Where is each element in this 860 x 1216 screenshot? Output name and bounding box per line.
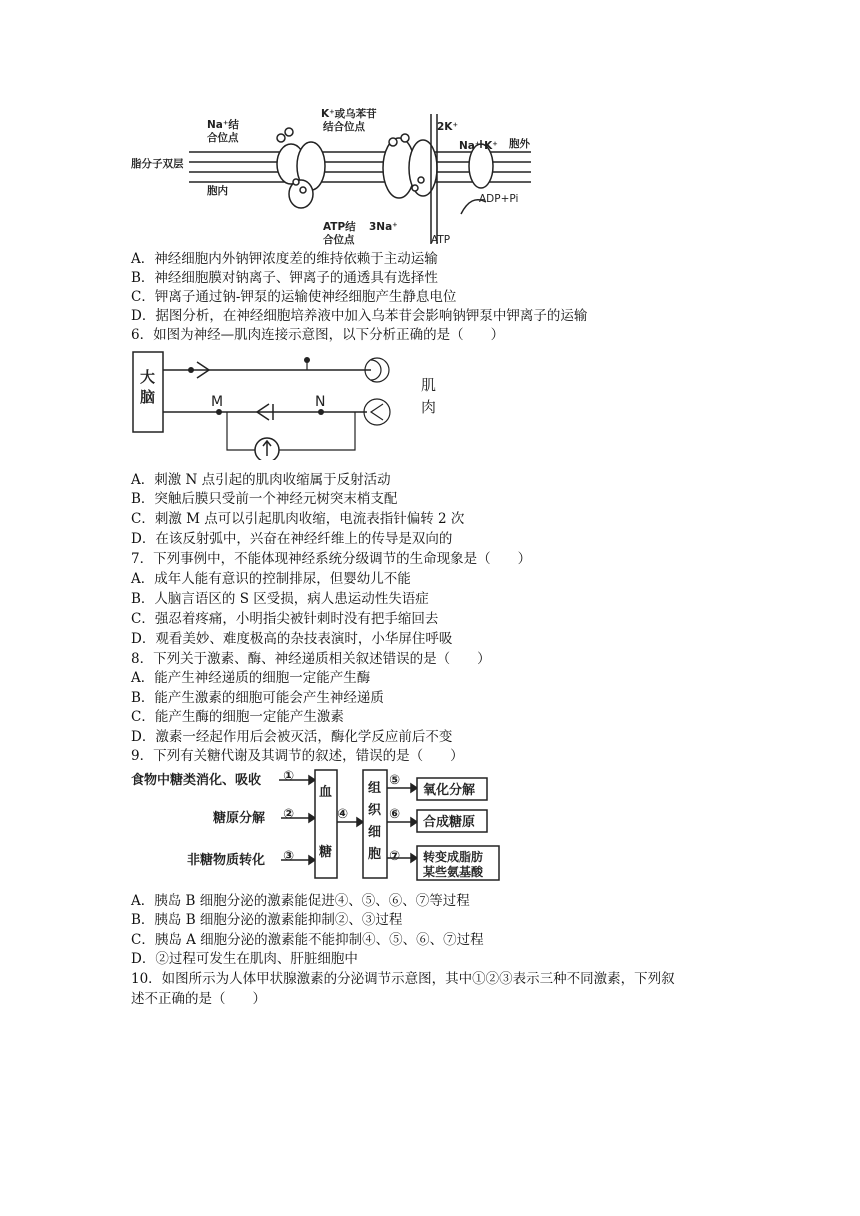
q9-option-c: C．胰岛 A 细胞分泌的激素能不能抑制④、⑤、⑥、⑦过程: [131, 932, 484, 948]
three-na-label: 3Na⁺: [369, 221, 398, 233]
muscle-label: 肌肉: [421, 376, 437, 416]
step-3-label: ③: [283, 849, 295, 864]
q5-option-c: C．钾离子通过钠-钾泵的运输使神经细胞产生静息电位: [131, 289, 457, 305]
q8-option-c: C．能产生酶的细胞一定能产生激素: [131, 709, 344, 725]
atp-binding-site-label: ATP结合位点: [323, 221, 356, 246]
step-4-label: ④: [337, 807, 349, 822]
q7-stem: 7．下列事例中，不能体现神经系统分级调节的生命现象是（ ）: [131, 551, 532, 567]
q10-stem-line-2: 述不正确的是（ ）: [131, 991, 266, 1007]
brain-label: 大脑: [140, 368, 156, 406]
adp-label: ADP+Pi: [479, 193, 519, 205]
nerve-muscle-figure: [131, 346, 451, 460]
outside-label: 胞外: [509, 138, 530, 150]
step-5-label: ⑤: [389, 773, 401, 788]
q6-option-a: A．刺激 N 点引起的肌肉收缩属于反射活动: [131, 472, 391, 488]
q7-option-b: B．人脑言语区的 S 区受损，病人患运动性失语症: [131, 591, 429, 607]
point-n-label: N: [315, 394, 326, 410]
output-1-label: 氧化分解: [423, 783, 476, 798]
atp-label: ATP: [431, 234, 451, 246]
na-k-label: Na⁺ K⁺: [459, 140, 498, 152]
sodium-potassium-pump-figure: [131, 104, 551, 250]
q8-option-d: D．激素一经起作用后会被灭活，酶化学反应前后不变: [131, 729, 453, 745]
output-3-label: 转变成脂肪某些氨基酸: [423, 850, 484, 879]
q8-option-b: B．能产生激素的细胞可能会产生神经递质: [131, 690, 384, 706]
q6-option-c: C．刺激 M 点可以引起肌肉收缩，电流表指针偏转 2 次: [131, 511, 465, 527]
lipid-bilayer-label: 脂分子双层: [131, 158, 184, 170]
two-k-label: 2K⁺: [437, 121, 458, 133]
q6-option-d: D．在该反射弧中，兴奋在神经纤维上的传导是双向的: [131, 531, 453, 547]
tissue-cell-label: 组织细胞: [368, 781, 382, 862]
k-binding-site-label: K⁺或乌苯苷结合位点: [321, 108, 377, 133]
na-binding-site-label: Na⁺结合位点: [207, 119, 239, 144]
q8-stem: 8．下列关于激素、酶、神经递质相关叙述错误的是（ ）: [131, 651, 491, 667]
q9-option-b: B．胰岛 B 细胞分泌的激素能抑制②、③过程: [131, 912, 403, 928]
q8-option-a: A．能产生神经递质的细胞一定能产生酶: [131, 670, 371, 686]
q6-option-b: B．突触后膜只受前一个神经元树突末梢支配: [131, 491, 398, 507]
step-2-label: ②: [283, 807, 295, 822]
q5-option-b: B．神经细胞膜对钠离子、钾离子的通透具有选择性: [131, 270, 438, 286]
q5-option-d: D．据图分析，在神经细胞培养液中加入乌苯苷会影响钠钾泵中钾离子的运输: [131, 308, 588, 324]
channel-protein-1: [277, 128, 325, 208]
step-6-label: ⑥: [389, 807, 401, 822]
output-2-label: 合成糖原: [423, 815, 476, 830]
q7-option-c: C．强忍着疼痛，小明指尖被针刺时没有把手缩回去: [131, 611, 439, 627]
blood-sugar-label: 血糖: [319, 785, 333, 860]
q9-option-a: A．胰岛 B 细胞分泌的激素能促进④、⑤、⑥、⑦等过程: [131, 893, 470, 909]
source-3-label: 非糖物质转化: [187, 853, 266, 868]
point-m-label: M: [211, 394, 224, 410]
q9-option-d: D．②过程可发生在肌肉、肝脏细胞中: [131, 951, 358, 967]
inside-label: 胞内: [207, 185, 228, 197]
q6-stem: 6．如图为神经—肌肉连接示意图，以下分析正确的是（ ）: [131, 327, 505, 343]
q5-option-a: A．神经细胞内外钠钾浓度差的维持依赖于主动运输: [131, 251, 438, 267]
source-1-label: 食物中糖类消化、吸收: [131, 773, 262, 788]
q9-stem: 9．下列有关糖代谢及其调节的叙述，错误的是（ ）: [131, 748, 464, 764]
step-7-label: ⑦: [389, 849, 401, 864]
q7-option-a: A．成年人能有意识的控制排尿，但婴幼儿不能: [131, 571, 411, 587]
step-1-label: ①: [283, 769, 295, 784]
source-2-label: 糖原分解: [213, 811, 266, 826]
glucose-metabolism-figure: [131, 766, 511, 884]
q10-stem-line-1: 10．如图所示为人体甲状腺激素的分泌调节示意图，其中①②③表示三种不同激素，下列叙: [131, 971, 675, 987]
q7-option-d: D．观看美妙、难度极高的杂技表演时，小华屏住呼吸: [131, 631, 453, 647]
